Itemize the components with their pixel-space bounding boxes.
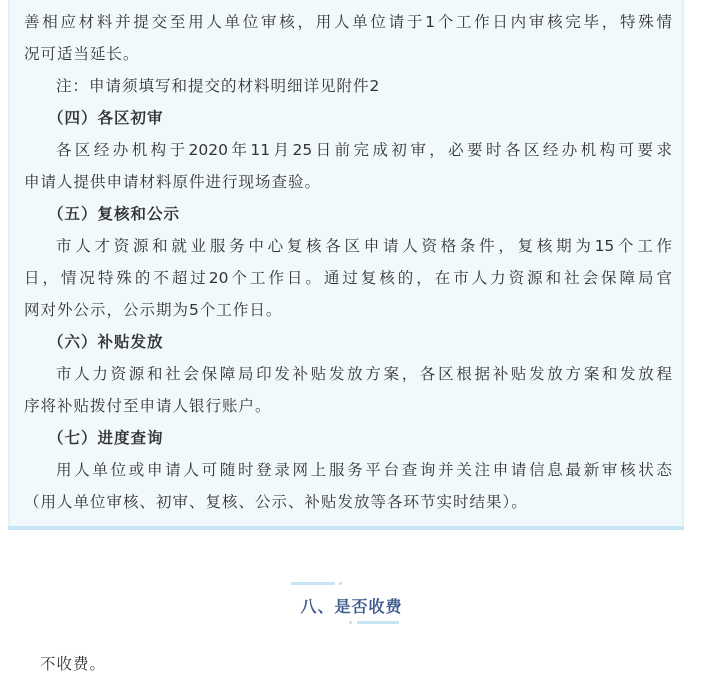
paragraph-line: 申请人提供申请材料原件进行现场查验。: [24, 173, 322, 191]
paragraph-line: 各区经办机构于2020年11月25日前完成初审，必要时各区经办机构可要求: [56, 141, 672, 159]
paragraph-line: 市人才资源和就业服务中心复核各区申请人资格条件，复核期为15个工作: [56, 237, 672, 255]
title-decoration-dot: [349, 621, 352, 624]
subheading-5: （五）复核和公示: [48, 205, 181, 223]
subheading-6: （六）补贴发放: [48, 333, 164, 351]
paragraph-line: 序将补贴拨付至申请人银行账户。: [24, 397, 272, 415]
subheading-7: （七）进度查询: [48, 429, 164, 447]
title-decoration-bottom: [357, 621, 399, 624]
title-decoration-dot: [339, 582, 342, 585]
paragraph-line: 市人力资源和社会保障局印发补贴发放方案，各区根据补贴发放方案和发放程: [56, 365, 672, 383]
paragraph-line: 况可适当延长。: [24, 45, 140, 63]
card-bottom-border: [8, 526, 684, 530]
paragraph-line: 善相应材料并提交至用人单位审核，用人单位请于1个工作日内审核完毕，特殊情: [24, 13, 672, 31]
paragraph-line: 日，情况特殊的不超过20个工作日。通过复核的，在市人力资源和社会保障局官: [24, 269, 672, 287]
paragraph-line: 网对外公示，公示期为5个工作日。: [24, 301, 283, 319]
paragraph-line: 用人单位或申请人可随时登录网上服务平台查询并关注申请信息最新审核状态: [56, 461, 672, 479]
section-body: 不收费。: [40, 655, 107, 673]
subheading-4: （四）各区初审: [48, 109, 164, 127]
note-line: 注：申请须填写和提交的材料明细详见附件2: [56, 77, 381, 95]
title-decoration-top: [291, 582, 335, 585]
section-title: 八、是否收费: [300, 597, 403, 616]
paragraph-line: （用人单位审核、初审、复核、公示、补贴发放等各环节实时结果）。: [24, 493, 528, 511]
